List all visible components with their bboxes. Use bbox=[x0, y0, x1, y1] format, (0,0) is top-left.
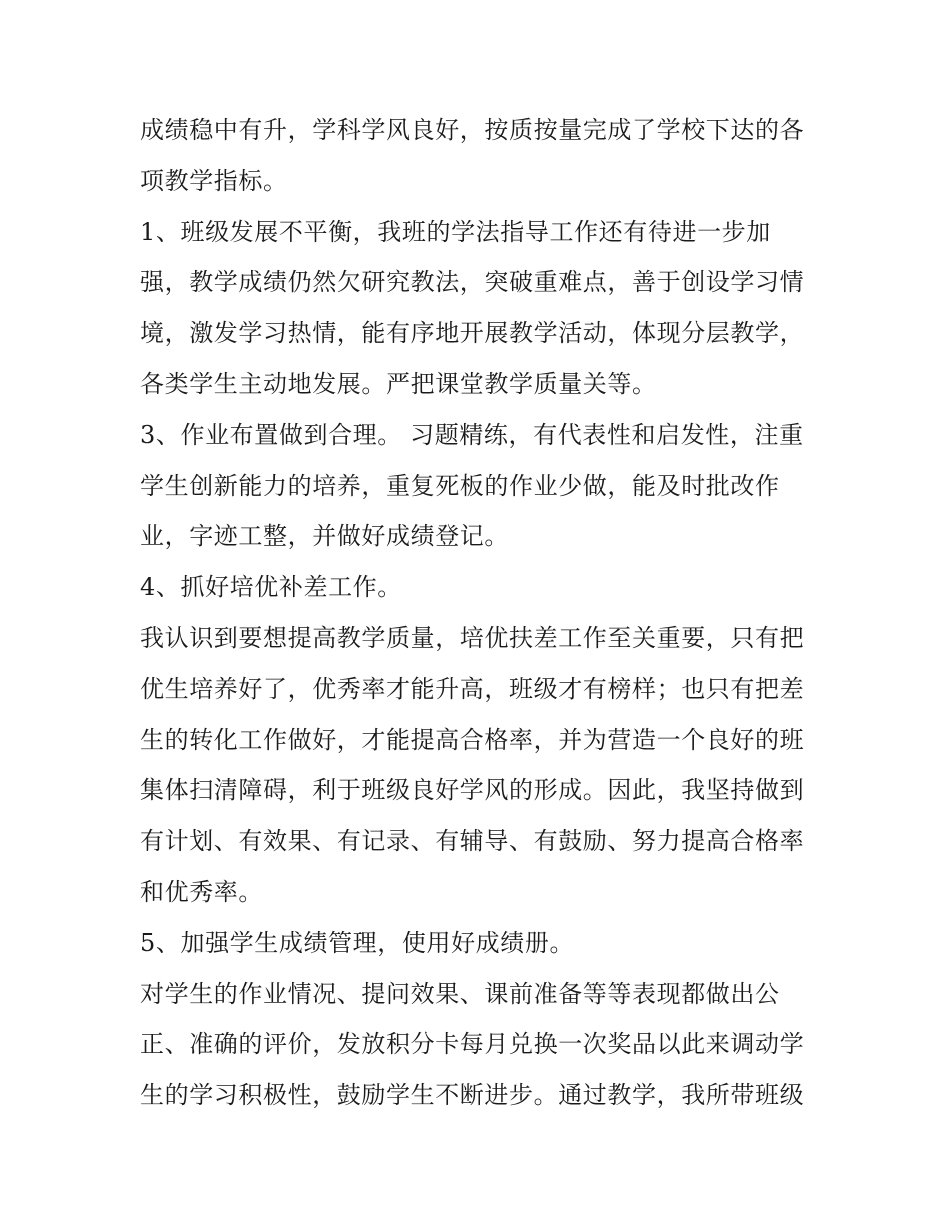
text-line: 对学生的作业情况、提问效果、课前准备等等表现都做出公 bbox=[140, 979, 780, 1008]
text-line: 3、作业布置做到合理。 习题精练，有代表性和启发性，注重 bbox=[140, 420, 804, 449]
text-line: 生的转化工作做好，才能提高合格率，并为营造一个良好的班 bbox=[140, 725, 805, 754]
text-line: 优生培养好了，优秀率才能升高，班级才有榜样；也只有把差 bbox=[140, 674, 805, 703]
text-line: 业，字迹工整，并做好成绩登记。 bbox=[140, 522, 509, 551]
text-line: 生的学习积极性，鼓励学生不断进步。通过教学，我所带班级 bbox=[140, 1081, 805, 1110]
text-line: 成绩稳中有升，学科学风良好，按质按量完成了学校下达的各 bbox=[140, 116, 805, 144]
text-line: 学生创新能力的培养，重复死板的作业少做，能及时批改作 bbox=[140, 471, 780, 500]
text-line: 有计划、有效果、有记录、有辅导、有鼓励、努力提高合格率 bbox=[140, 827, 805, 856]
text-line: 各类学生主动地发展。严把课堂教学质量关等。 bbox=[140, 369, 657, 398]
text-line: 5、加强学生成绩管理，使用好成绩册。 bbox=[140, 928, 575, 957]
text-line: 我认识到要想提高教学质量，培优扶差工作至关重要，只有把 bbox=[140, 623, 805, 652]
text-line: 强，教学成绩仍然欠研究教法，突破重难点，善于创设学习情 bbox=[140, 268, 805, 297]
text-line: 和优秀率。 bbox=[140, 877, 263, 906]
text-line: 正、准确的评价，发放积分卡每月兑换一次奖品以此来调动学 bbox=[140, 1030, 805, 1059]
text-line: 项教学指标。 bbox=[140, 166, 288, 195]
text-line: 境，激发学习热情，能有序地开展教学活动，体现分层教学， bbox=[140, 319, 805, 348]
text-line: 集体扫清障碍，利于班级良好学风的形成。因此，我坚持做到 bbox=[140, 776, 805, 805]
text-line: 1、班级发展不平衡，我班的学法指导工作还有待进一步加 bbox=[140, 217, 771, 246]
text-line: 4、抓好培优补差工作。 bbox=[140, 573, 402, 602]
document-body bbox=[140, 105, 820, 1121]
